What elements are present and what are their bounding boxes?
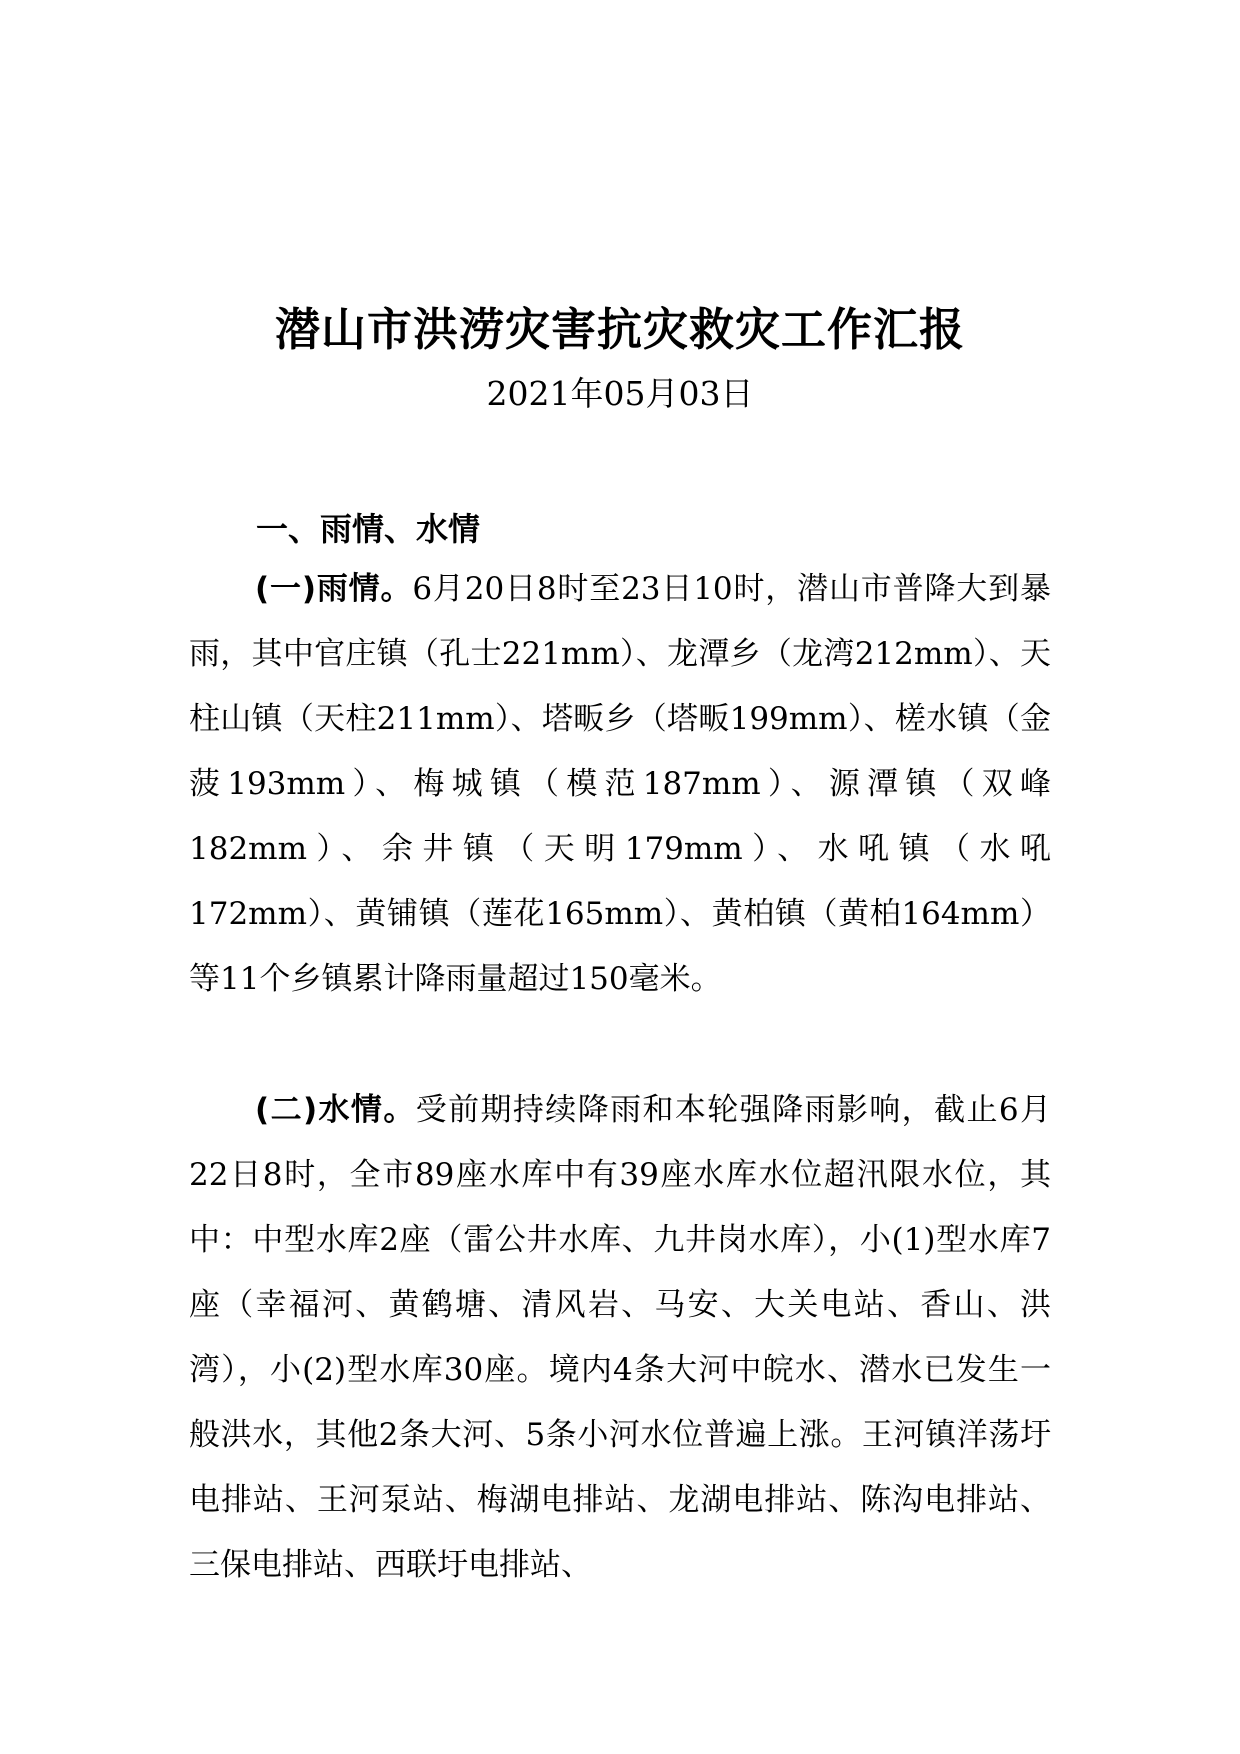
paragraph-rain [189, 557, 1051, 1012]
document-title: 潜山市洪涝灾害抗灾救灾工作汇报 [274, 303, 965, 356]
paragraph-body-water: 受前期持续降雨和本轮强降雨影响，截止6月22日8时，全市89座水库中有39座水库水位超汛限水位，其中：中型水库2座（雷公井水库、九井岗水库），小(1)型水库7座（幸福河、黄鹤塘、清风岩、马安、大关电站、香山、洪湾），小(2)型水库30座。境内4条大河中皖水、潜水已发生一般洪水，其他2条大河、5条小河水位普遍上涨。王河镇洋荡圩电排站、王河泵站、梅湖电排站、龙湖电排站、陈沟电排站、三保电排站、西联圩电排站、 [189, 1092, 1051, 1583]
paragraph-lead-water: (二)水情。 [255, 1092, 416, 1128]
paragraph-body-rain: 6月20日8时至23日10时，潜山市普降大到暴雨，其中官庄镇（孔士221mm）、龙潭乡（龙湾212mm）、天柱山镇（天柱211mm）、塔畈乡（塔畈199mm）、槎水镇（金菠193mm）、梅城镇（模范187mm）、源潭镇（双峰182mm）、余井镇（天明179mm）、水吼镇（水吼172mm）、黄铺镇（莲花165mm）、黄柏镇（黄柏164mm）等11个乡镇累计降雨量超过150毫米。 [189, 571, 1051, 997]
section-heading: 一、雨情、水情 [256, 510, 481, 548]
paragraph-water [189, 1078, 1051, 1598]
paragraph-lead-rain: (一)雨情。 [255, 571, 413, 607]
document-date: 2021年05月03日 [486, 374, 754, 413]
